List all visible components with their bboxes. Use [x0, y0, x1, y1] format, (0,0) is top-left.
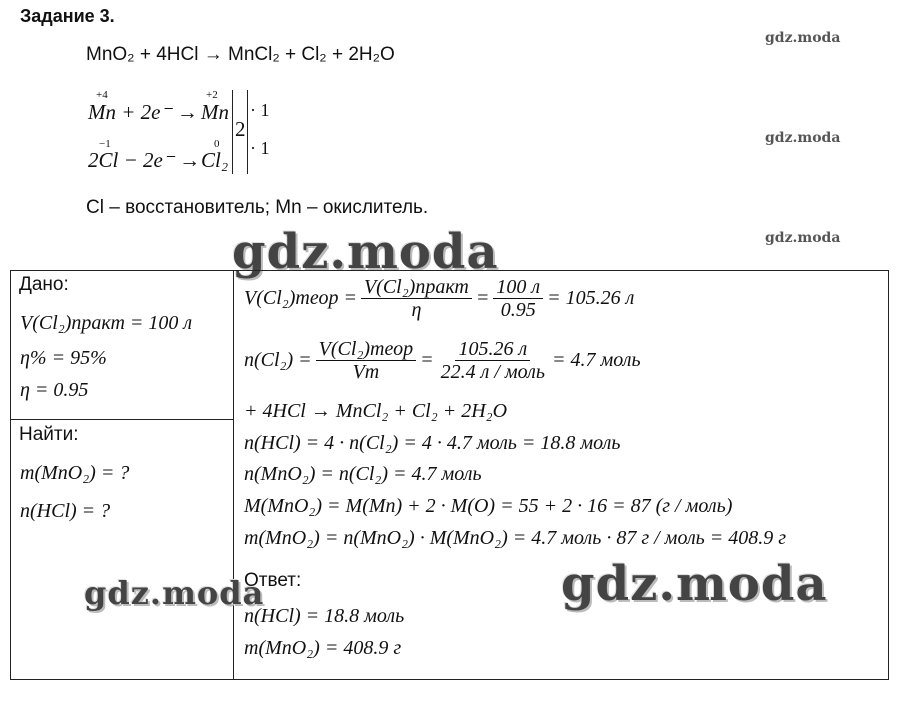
answer-line-mass-mno2: m(MnO₂) = 408.9 г — [244, 637, 402, 659]
balance-divider-2 — [247, 90, 248, 174]
given-find-divider — [10, 419, 233, 420]
given-line-yield-percent: η% = 95% — [20, 347, 107, 369]
redox-roles: Cl – восстановитель; Mn – окислитель. — [86, 197, 429, 218]
solution-line-moles-mno2: n(MnO₂) = n(Cl₂) = 4.7 моль — [244, 463, 482, 485]
given-label: Дано: — [19, 274, 69, 295]
fraction-denominator: 0.95 — [500, 299, 536, 321]
fraction-numerator: V(Cl₂)практ — [361, 276, 472, 299]
solution-line-moles-hcl: n(HCl) = 4 · n(Cl₂) = 4 · 4.7 моль = 18.8 моль — [244, 432, 621, 454]
find-line-mass-mno2: m(MnO₂) = ? — [20, 462, 130, 484]
answer-label: Ответ: — [244, 570, 302, 591]
balance-divider-1 — [232, 90, 233, 174]
given-line-volume: V(Cl₂)практ = 100 л — [20, 312, 193, 334]
half-reaction-1-right: Mn — [201, 100, 229, 124]
solution-line-molar-mass: M(MnO₂) = M(Mn) + 2 · M(O) = 55 + 2 · 16 = 87 (г / моль) — [244, 495, 733, 517]
solution-line-moles-cl2 — [244, 338, 641, 383]
watermark-small-2: gdz.moda — [765, 130, 841, 146]
fraction-denominator: Vm — [352, 361, 380, 383]
fraction-denominator: 22.4 л / моль — [440, 361, 545, 383]
half-reaction-2-left: 2Cl − 2e⁻ → — [88, 148, 201, 172]
fraction-numerator: V(Cl₂)теор — [316, 338, 416, 361]
column-divider — [233, 270, 234, 679]
coefficient-1: · 1 — [250, 100, 270, 120]
watermark-large-top: gdz.moda — [232, 224, 499, 280]
solution-line-theoretical-volume — [244, 276, 634, 321]
ox-state-cl-left: −1 — [99, 138, 111, 150]
watermark-large-bottom: gdz.moda — [561, 556, 828, 612]
fraction-values — [493, 276, 543, 321]
fraction-numerator: 100 л — [493, 276, 543, 299]
find-line-moles-hcl: n(HCl) = ? — [20, 500, 111, 522]
fraction-vprakt-eta — [361, 276, 472, 321]
solution-l1-lhs: V(Cl₂)теор = — [244, 287, 357, 309]
task-title: Задание 3. — [20, 6, 115, 26]
find-label: Найти: — [19, 424, 79, 445]
half-reaction-1-left: Mn + 2e⁻ → — [88, 100, 198, 124]
fraction-values — [438, 338, 548, 383]
reaction-equation: MnO₂ + 4HCl → MnCl₂ + Cl₂ + 2H₂O — [86, 44, 395, 65]
solution-l2-result: = 4.7 моль — [552, 349, 641, 371]
half-reaction-2-right: Cl₂ — [201, 148, 229, 172]
electrons-transferred: 2 — [235, 117, 246, 141]
ox-state-mn-right: +2 — [206, 89, 218, 101]
coefficient-2: · 1 — [250, 138, 270, 158]
ox-state-mn-left: +4 — [96, 89, 108, 101]
fraction-numerator: 105.26 л — [455, 338, 530, 361]
ox-state-cl-right: 0 — [214, 138, 220, 150]
solution-l1-result: = 105.26 л — [547, 287, 635, 309]
solution-l2-lhs: n(Cl₂) = — [244, 349, 312, 371]
solution-line-reaction: + 4HCl → MnCl₂ + Cl₂ + 2H₂O — [244, 400, 508, 422]
given-line-yield: η = 0.95 — [20, 379, 89, 401]
watermark-small-3: gdz.moda — [765, 230, 841, 246]
solution-line-mass-mno2: m(MnO₂) = n(MnO₂) · M(MnO₂) = 4.7 моль · 87 г / моль = 408.9 г — [244, 527, 787, 549]
fraction-vteor-vm — [316, 338, 416, 383]
watermark-medium-left: gdz.moda — [84, 574, 265, 612]
equals-sign: = — [420, 349, 434, 371]
equals-sign: = — [475, 287, 490, 309]
fraction-denominator: η — [411, 299, 422, 321]
watermark-small-1: gdz.moda — [765, 30, 841, 46]
answer-line-moles-hcl: n(HCl) = 18.8 моль — [244, 605, 405, 627]
